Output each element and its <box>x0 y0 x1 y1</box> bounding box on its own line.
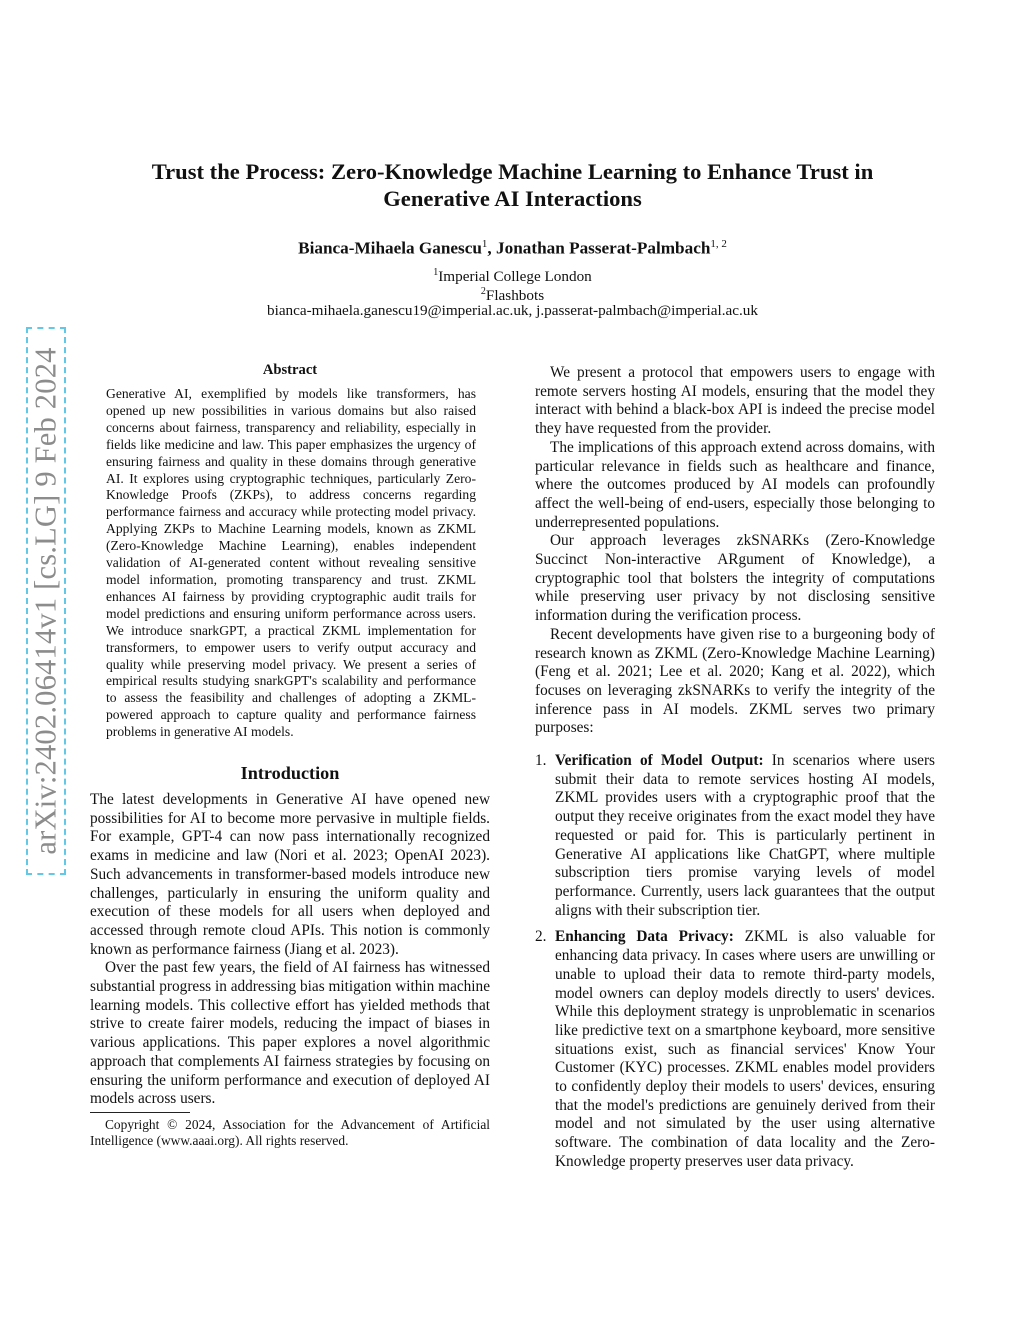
right-paragraph-3: Our approach leverages zkSNARKs (Zero-Knowledge Succinct Non-interactive ARgument of Knowledge), a cryptographic tool that bolsters the integrity of computations while preserving user privacy by not disclosing sensitive information during the verification process. <box>535 532 935 625</box>
right-paragraph-4: Recent developments have given rise to a burgeoning body of research known as ZKML (Zero-Knowledge Machine Learning) (Feng et al. 2021; Lee et al. 2020; Kang et al. 2022), which focuses on leveraging zkSNARKs to verify the integrity of the inference pass in AI models. ZKML serves two primary purposes: <box>535 625 935 737</box>
author-1: Bianca-Mihaela Ganescu <box>298 238 482 258</box>
purposes-list <box>535 752 935 1171</box>
list-item <box>535 928 935 1171</box>
affiliation-2-name: Flashbots <box>485 287 545 305</box>
list-item-number: 2. <box>535 928 547 946</box>
list-item-heading: Enhancing Data Privacy: <box>555 928 734 946</box>
right-paragraph-1: We present a protocol that empowers users to engage with remote servers hosting AI models, ensuring that the model they interact with behind a black-box API is indeed the precise model they have requested from the provider. <box>535 364 935 438</box>
affiliation-2-num: 2 <box>480 286 486 297</box>
list-item-text: ZKML is also valuable for enhancing data privacy. In cases where users are unwilling or unable to upload their data to remote third-party models, model owners can deploy models directly to users' devices. While this deployment strategy is unproblematic in scenarios like predictive text on a smartphone keyboard, more sensitive situations exist, such as financial services' Know Your Customer (KYC) processes. ZKML enables model providers to confidently deploy their models to users' devices, ensuring that the model's predictions are genuinely derived from their model and not simulated by the user using alternative software. The combination of data locality and the Zero-Knowledge property preserves user data privacy. <box>555 928 935 1170</box>
arxiv-identifier: arXiv:2402.06414v1 [cs.LG] 9 Feb 2024 <box>28 347 63 855</box>
title-line-2: Generative AI Interactions <box>383 186 642 211</box>
affiliation-1-num: 1 <box>433 267 439 278</box>
title-line-1: Trust the Process: Zero-Knowledge Machine Learning to Enhance Trust in <box>151 159 874 184</box>
right-column <box>535 364 935 1180</box>
arxiv-stamp <box>26 327 66 875</box>
paper-title <box>90 158 935 212</box>
list-item-text: In scenarios where users submit their data to remote services hosting AI models, ZKML provides users with a cryptographic proof that the output they receive originates from the exact model they have requested or paid for. This is particularly pertinent in Generative AI applications like ChatGPT, where multiple subscription tiers promise varying levels of model performance. Currently, users lack guarantees that the output aligns with their subscription tier. <box>555 752 935 919</box>
abstract-heading: Abstract <box>262 362 318 378</box>
list-item-heading: Verification of Model Output: <box>555 752 764 770</box>
copyright-footnote: Copyright © 2024, Association for the Advancement of Artificial Intelligence (www.aaai.org). All rights reserved. <box>90 1116 490 1149</box>
introduction-heading: Introduction <box>240 763 340 784</box>
list-item <box>535 752 935 920</box>
author-1-affil: 1 <box>481 238 488 250</box>
abstract-text: Generative AI, exemplified by models like transformers, has opened up new possibilities in various domains but also raised concerns about fairness, transparency and reliability, especially in fields like medicine and law. This paper emphasizes the urgency of ensuring fairness and quality in these domains through generative AI. It explores using cryptographic techniques, particularly Zero-Knowledge Proofs (ZKPs), to address concerns regarding performance fairness and accuracy while protecting model privacy. Applying ZKPs to Machine Learning models, known as ZKML (Zero-Knowledge Machine Learning), enables independent validation of AI-generated content without revealing sensitive model information, promoting transparency and trust. ZKML enhances AI fairness by providing cryptographic audit trails for model predictions and ensuring uniform performance across users. We introduce snarkGPT, a practical ZKML implementation for transformers, to empower users to verify output accuracy and quality while preserving model privacy. We present a series of empirical results studying snarkGPT's scalability and performance to assess the feasibility and challenges of adopting a ZKML-powered approach to capture quality and performance fairness problems in generative AI models. <box>106 386 476 740</box>
left-column <box>90 361 490 1150</box>
author-2: Jonathan Passerat-Palmbach <box>496 238 711 258</box>
intro-paragraph-2: Over the past few years, the field of AI fairness has witnessed substantial progress in addressing bias mitigation within machine learning models. This collective effort has yielded methods that strive to create fairer models, reducing the impact of biases in various applications. This paper explores a novel algorithmic approach that complements AI fairness strategies by focusing on ensuring the uniform performance and execution of deployed AI models across users. <box>90 959 490 1108</box>
author-list: Bianca-Mihaela Ganescu$^1$, Jonathan Passerat-Palmbach$^{1, 2}$ <box>298 238 727 258</box>
affiliation-1-name: Imperial College London <box>438 268 592 286</box>
intro-paragraph-1: The latest developments in Generative AI have opened new possibilities for AI to become more pervasive in multiple fields. For example, GPT-4 can now pass internationally recognized exams in medicine and law (Nori et al. 2023; OpenAI 2023). Such advancements in transformer-based models introduce new challenges, particularly in ensuring the uniform quality and execution of these models for all users when deployed and accessed through remote cloud APIs. This notion is commonly known as performance fairness (Jiang et al. 2023). <box>90 791 490 958</box>
author-2-affil: 1, 2 <box>710 238 727 250</box>
footnote-rule <box>90 1112 190 1113</box>
right-paragraph-2: The implications of this approach extend across domains, with particular relevance in fields such as healthcare and finance, where the outcomes produced by AI models can profoundly affect the well-being of end-users, especially those belonging to underrepresented populations. <box>535 438 935 531</box>
list-item-number: 1. <box>535 752 547 770</box>
author-emails: bianca-mihaela.ganescu19@imperial.ac.uk, j.passerat-palmbach@imperial.ac.uk <box>267 302 758 319</box>
